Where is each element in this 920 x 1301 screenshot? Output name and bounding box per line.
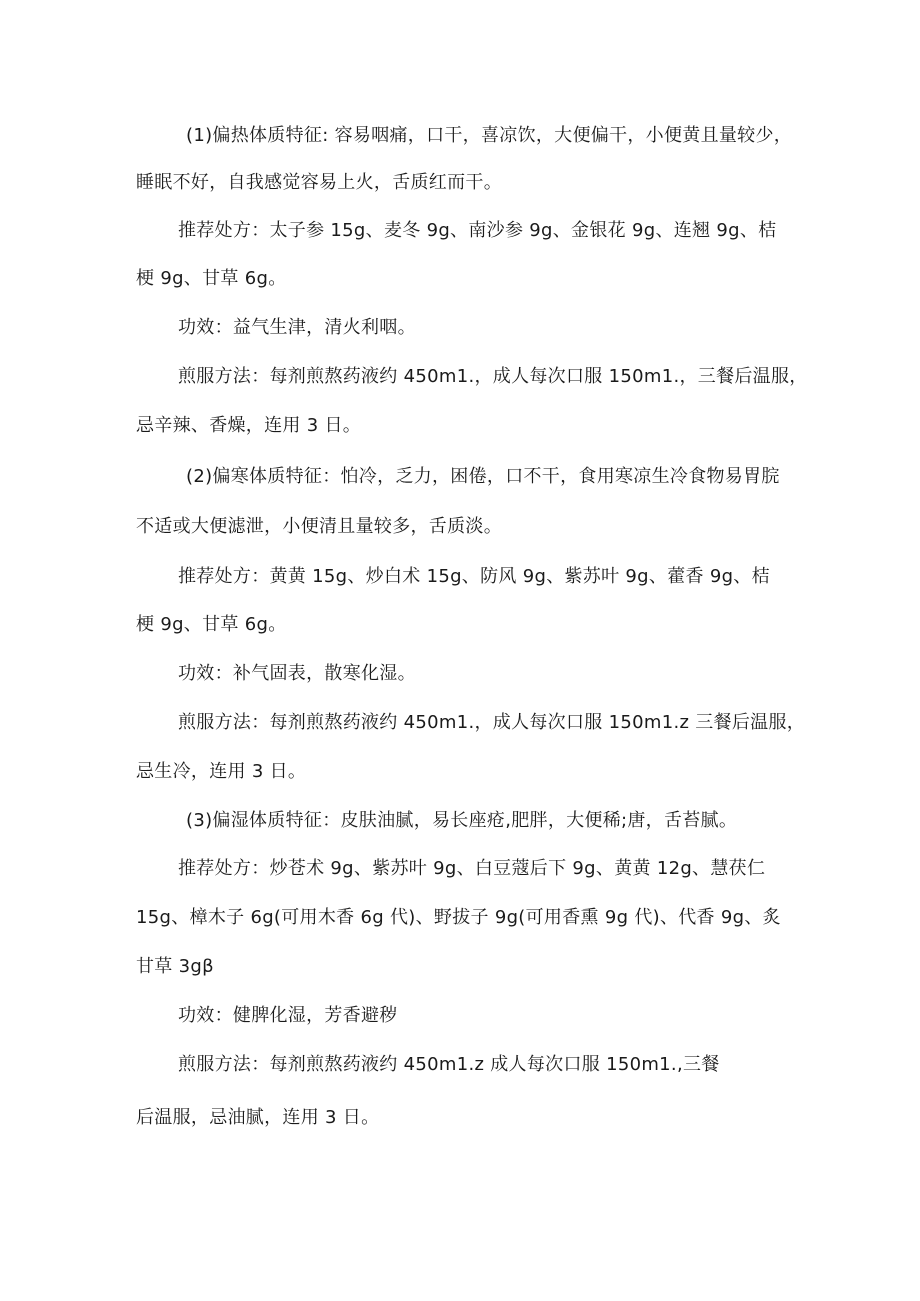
section-3-prescription-cont-2: 甘草 3gβ [136,956,214,977]
section-2-heading-cont: 不适或大便滤泄，小便清且量较多，舌质淡。 [136,516,502,537]
section-1-method: 煎服方法：每剂煎熬药液约 450m1.，成人每次口服 150m1.，三餐后温服， [178,366,808,387]
section-3-efficacy: 功效：健脾化湿，芳香避秽 [178,1005,398,1026]
section-1-heading-cont: 睡眠不好，自我感觉容易上火，舌质红而干。 [136,172,502,193]
section-1-method-cont: 忌辛辣、香燥，连用 3 日。 [136,415,362,436]
section-1-prescription: 推荐处方：太子参 15g、麦冬 9g、南沙参 9g、金银花 9g、连翘 9g、桔 [178,220,777,241]
section-2-heading: (2)偏寒体质特征：怕冷，乏力，困倦，口不干，食用寒凉生冷食物易胃脘 [186,466,780,487]
section-2-prescription: 推荐处方：黄黄 15g、炒白术 15g、防风 9g、紫苏叶 9g、藿香 9g、桔 [178,566,770,587]
section-2-prescription-cont: 梗 9g、甘草 6g。 [136,614,287,635]
section-1-efficacy: 功效：益气生津，清火利咽。 [178,317,416,338]
section-2-efficacy: 功效：补气固表，散寒化湿。 [178,663,416,684]
section-2-method: 煎服方法：每剂煎熬药液约 450m1.，成人每次口服 150m1.z 三餐后温服， [178,712,806,733]
section-3-prescription-cont-1: 15g、樟木子 6g(可用木香 6g 代)、野拔子 9g(可用香熏 9g 代)、代香 9g、炙 [136,907,781,928]
section-2-method-cont: 忌生冷，连用 3 日。 [136,761,307,782]
section-1-heading: (1)偏热体质特征: 容易咽痛，口干，喜凉饮，大便偏干，小便黄且量较少， [186,125,793,146]
section-3-method-cont: 后温服，忌油腻，连用 3 日。 [136,1107,380,1128]
section-3-method: 煎服方法：每剂煎熬药液约 450m1.z 成人每次口服 150m1.,三餐 [178,1054,720,1075]
section-3-prescription: 推荐处方：炒苍术 9g、紫苏叶 9g、白豆蔻后下 9g、黄黄 12g、慧茯仁 [178,858,766,879]
section-3-heading: (3)偏湿体质特征：皮肤油腻，易长座疮,肥胖，大便稀;唐，舌苔腻。 [186,810,738,831]
section-1-prescription-cont: 梗 9g、甘草 6g。 [136,268,287,289]
